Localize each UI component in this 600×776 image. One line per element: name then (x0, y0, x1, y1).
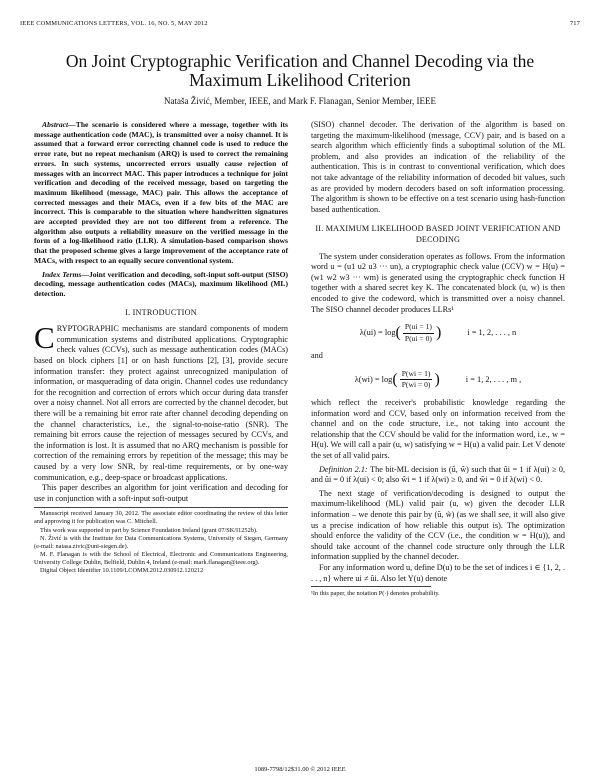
abstract-text: The scenario is considered where a message, together with its message authentication code (MAC), is transmitted over a noisy channel. It is assumed that a forward error correcting channel code is used to reduce the error rate, but no repeat mechanism (ARQ) is used to correct the remaining errors. In such systems, uncorrected errors usually cause rejection of messages with an incorrect MAC. This paper introduces a technique for joint verification and decoding of the received message, based on targeting the maximum likelihood (message, MAC) pair. This allows the acceptance of corrected messages and their MACs, even if a few bits of the MAC are incorrect. This is comparable to the situation where handwritten signatures are accepted provided they are not too different from a reference. The algorithm also outputs a reliability measure on the verified message in the form of a log-likelihood ratio (LLR). A simulation-based comparison shows that the proposed scheme gives a large improvement of the acceptance rate of MACs, with respect to an equally secure conventional system. (34, 120, 288, 265)
section2-paragraph-4: For any information word u, define D(u) to be the set of indices i ∈ {1, 2, . . . , n} where ui ≠ ûi. Also let Y(u) denote (311, 562, 565, 583)
left-column (34, 120, 288, 575)
right-column (311, 120, 565, 600)
equation-2: λ(wi) = log ( $\frac{P(wi = 1)}{P(wi = 0)}$ ) i = 1, 2, . . . , m , (354, 368, 522, 390)
index-terms-text: Joint verification and decoding, soft-input soft-output (SISO) decoding, message authentication codes (MACs), maximum likelihood (ML) detection. (34, 269, 289, 298)
journal-name: IEEE COMMUNICATIONS LETTERS, VOL. 16, NO. 5, MAY 2012 (20, 20, 208, 27)
equation-1-lhs: λ(ui) = log (359, 327, 396, 337)
footnote-doi: Digital Object Identifier 10.1109/LCOMM.2012.030912.120212 (40, 567, 204, 574)
section-heading-ml-verification: II. MAXIMUM LIKELIHOOD BASED JOINT VERIFICATION AND DECODING (315, 224, 561, 244)
section2-paragraph-1: The system under consideration operates as follows. From the information word u = (u1 u2 u3 ··· un), a cryptographic check value (CCV) w = H(u) = (w1 w2 w3 ··· wm) is generated using the cryptographic check function H together with a shared secret key K. The concatenated block (u, w) is then encoded to give the codeword, which is transmitted over a noisy channel. The SISO channel decoder produces LLRs¹ (311, 251, 565, 314)
footnote-support: This work was supported in part by Science Foundation Ireland (grant 07/SK/I1252b). (40, 526, 258, 534)
footnote-1: ¹In this paper, the notation P(·) denotes probability. (311, 590, 440, 598)
equation-1-fraction (403, 322, 434, 344)
section2-paragraph-3: The next stage of verification/decoding is designed to output the maximum-likelihood (ML) valid pair (u, w) given the decoder LLR information – we denote this pair by (ũ, w̃) (as we shall see, it will also give us a precise indication of how reliable this output is). The optimization should enforce the validity of the CCV (i.e., the condition w = H(u)), and should take account of the channel code structure only through the LLR information supplied by the channel decoder. (311, 488, 565, 562)
equation-2-numerator: P(wi = 1) (400, 369, 433, 381)
index-terms-label: Index Terms— (42, 269, 89, 279)
authors: Nataša Živić, Member, IEEE, and Mark F. Flanagan, Senior Member, IEEE (164, 96, 436, 106)
intro-paragraph-1-text: RYPTOGRAPHIC mechanisms are standard components of modern communication systems and distributed applications. Cryptographic check values (CCVs), such as message authentication codes (MACs) based on block ciphers [1] or on hash functions [2], [3], provide secure information transfer: they protect against unrecognized manipulation of information, or masquerading of data origin. Channel codes use redundancy for the recognition and correction of errors which occur during data transfer over a noisy channel. Not all errors are corrected by the channel decoder, but there will be a remaining bit error rate after channel decoding depending on the channel characteristics, i.e., the signal-to-noise-ratio (SNR). The remaining bit errors cause the rejection of messages secured by CCVs, and the information is lost. It is assumed that no ARQ mechanism is possible for correction of the remaining errors by repetition of the message; this may be caused by a very low SNR, by real-time requirements, or by one-way communication, e.g., deep-space or broadcast applications. (34, 324, 288, 482)
paper-title: On Joint Cryptographic Verification and Channel Decoding via the Maximum Likelihood Criterion (65, 51, 535, 90)
equation-1-denominator: P(ui = 0) (404, 333, 432, 343)
copyright-line: 1089-7798/12$31.00 © 2012 IEEE (254, 766, 346, 773)
equation-connector: and (311, 351, 323, 361)
footnote-author-2: M. F. Flanagan is with the School of Electrical, Electronic and Communications Engineering, University College Dublin, Belfield, Dublin 4, Ireland (e-mail: mark.flanagan@ieee.org). (34, 550, 288, 566)
footnote-author-1: N. Živić is with the Institute for Data Communications Systems, University of Siegen, Germany (e-mail: natasa.zivic@uni-siegen.de). (34, 534, 288, 550)
footnote-manuscript: Manuscript received January 30, 2012. The associate editor coordinating the review of this letter and approving it for publication was C. Mitchell. (34, 510, 288, 526)
abstract-label: Abstract— (42, 120, 76, 129)
index-terms (34, 270, 288, 299)
equation-2-range: i = 1, 2, . . . , m , (465, 374, 522, 384)
equation-2-fraction (400, 369, 433, 391)
abstract (34, 120, 288, 266)
intro-paragraph-2: This paper describes an algorithm for joint verification and decoding for use in conjunction with a soft-input soft-output (34, 483, 288, 503)
equation-1: λ(ui) = log ( $\frac{P(ui = 1)}{P(ui = 0)}$ ) i = 1, 2, . . . , n (359, 322, 517, 343)
equation-1-numerator: P(ui = 1) (403, 322, 434, 334)
equation-2-lhs: λ(wi) = log (354, 374, 393, 384)
equation-1-range: i = 1, 2, . . . , n (467, 327, 517, 337)
definition-text: The bit-ML decision is (û, ŵ) such that ûi = 1 if λ(ui) ≥ 0, and ûi = 0 if λ(ui) < 0; also ŵi = 1 if λ(wi) ≥ 0, and ŵi = 0 if λ(wi) < 0. (311, 464, 566, 485)
footnotes (34, 507, 288, 575)
intro-paragraph-continued: (SISO) channel decoder. The derivation of the algorithm is based on targeting the maximum-likelihood (message, CCV) pair, and is based on a search algorithm which efficiently finds a suboptimal solution of the ML problem, and also provides an indication of the reliability of the authentication. This is in contrast to conventional verification, which does not take advantage of the reliability information of decoded bit values, such as are provided by modern decoders based on soft information processing. The algorithm is shown to be effective on a test scenario using hash-function based authentication. (311, 120, 565, 214)
drop-cap: C (34, 320, 55, 356)
page-number: 717 (569, 20, 580, 27)
definition-label: Definition 2.1: (319, 464, 371, 474)
running-head (20, 20, 580, 27)
section2-paragraph-2: which reflect the receiver's probabilistic knowledge regarding the information word and CCV, based only on information received from the channel and on the code structure, i.e., not taking into account the relationship that the CCV should be valid for the information word, i.e., w = H(u). We will call a pair (u, w) satisfying w = H(u) a valid pair. Let V denote the set of all valid pairs. (311, 398, 565, 461)
section-heading-introduction: I. INTRODUCTION (125, 307, 197, 317)
intro-paragraph-1 (34, 320, 288, 483)
definition-2-1 (311, 465, 565, 486)
equation-2-denominator: P(wi = 0) (401, 380, 431, 390)
